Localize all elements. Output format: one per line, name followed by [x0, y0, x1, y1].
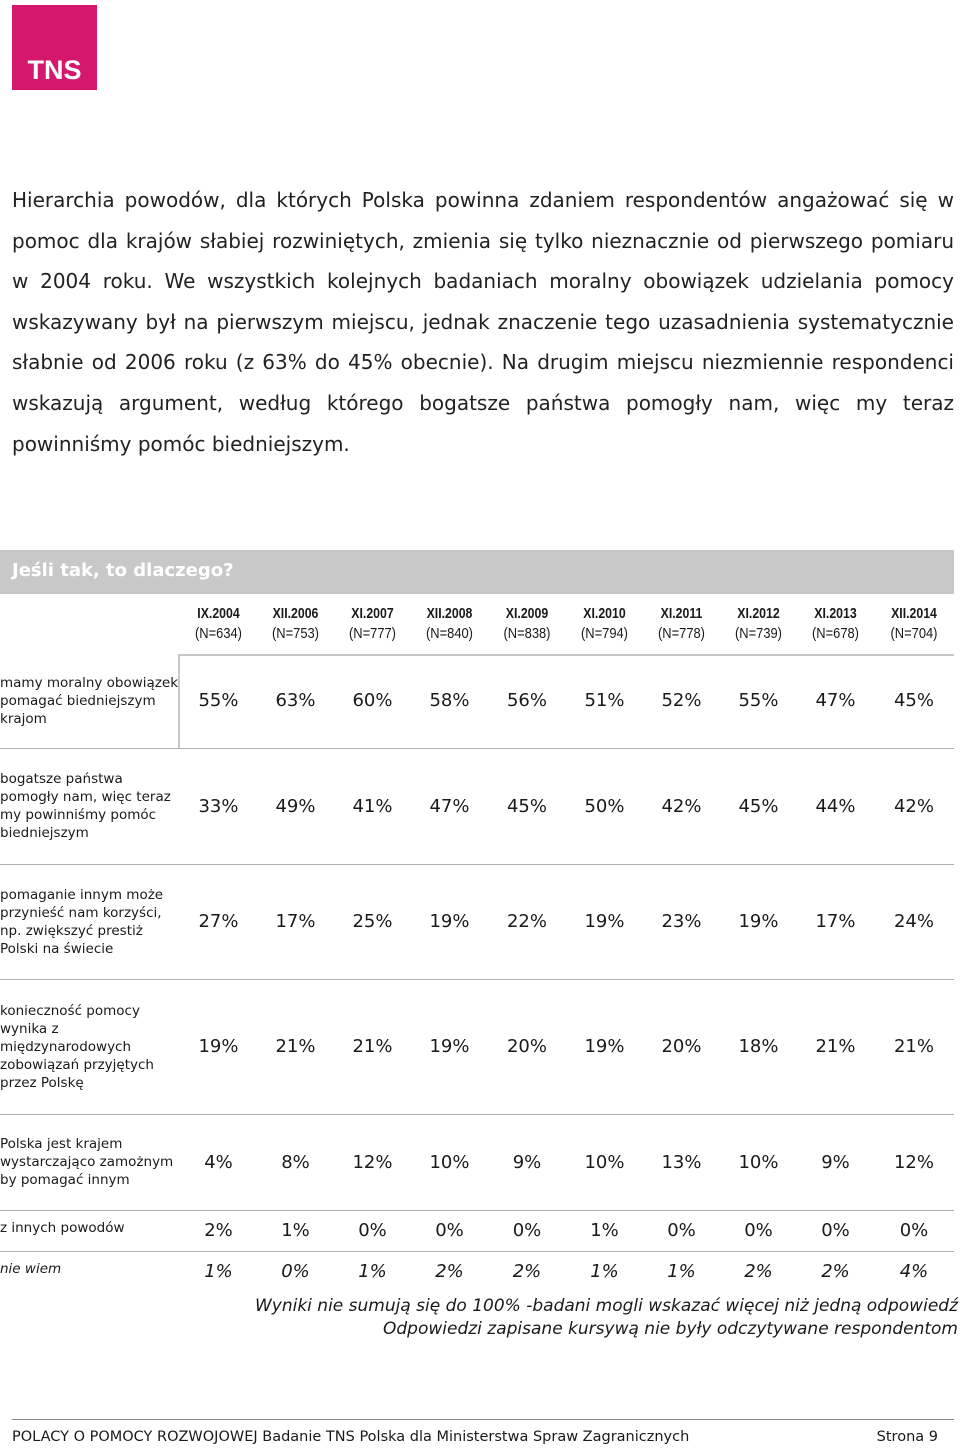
row-value: 0% — [257, 1251, 334, 1292]
page-number: Strona 9 — [876, 1429, 938, 1445]
row-value: 20% — [643, 979, 720, 1114]
row-value: 4% — [180, 1114, 257, 1210]
row-value: 1% — [566, 1251, 643, 1292]
column-date: XII.2006 — [272, 605, 319, 622]
column-header — [257, 594, 334, 654]
row-value: 13% — [643, 1114, 720, 1210]
row-value: 9% — [797, 1114, 874, 1210]
row-value: 20% — [488, 979, 566, 1114]
tns-logo — [12, 5, 97, 90]
row-value: 0% — [720, 1210, 797, 1251]
row-value: 19% — [566, 979, 643, 1114]
header-row — [0, 594, 954, 654]
column-header — [180, 594, 257, 654]
row-label: pomaganie innym może przynieść nam korzyści, np. zwiększyć prestiż Polski na świecie — [0, 864, 180, 979]
column-header — [566, 594, 643, 654]
column-sample-size: (N=777) — [349, 625, 396, 642]
row-value: 60% — [352, 690, 393, 712]
column-header — [643, 594, 720, 654]
row-value: 49% — [257, 748, 334, 864]
row-value: 51% — [584, 690, 625, 712]
footer-text: POLACY O POMOCY ROZWOJOWEJ Badanie TNS Polska dla Ministerstwa Spraw Zagranicznych — [12, 1429, 690, 1445]
row-label: z innych powodów — [0, 1210, 180, 1251]
row-value: 9% — [488, 1114, 566, 1210]
column-date: XI.2010 — [583, 605, 626, 622]
logo-text: TNS — [27, 55, 82, 85]
row-value: 0% — [411, 1210, 488, 1251]
column-sample-size: (N=778) — [658, 625, 705, 642]
row-value: 10% — [566, 1114, 643, 1210]
row-value: 25% — [334, 864, 411, 979]
row-value: 0% — [797, 1210, 874, 1251]
row-label: konieczność pomocy wynika z międzynarodowych zobowiązań przyjętych przez Polskę — [0, 979, 180, 1114]
note-sum: Wyniki nie sumują się do 100% -badani mogli wskazać więcej niż jedną odpowiedź — [254, 1296, 958, 1316]
table-row — [0, 1210, 954, 1251]
row-value: 0% — [643, 1210, 720, 1251]
table-row — [0, 654, 954, 748]
column-date: XI.2011 — [660, 605, 703, 622]
row-value: 1% — [257, 1210, 334, 1251]
row-label: bogatsze państwa pomogły nam, więc teraz my powinniśmy pomóc biedniejszym — [0, 748, 180, 864]
row-value: 19% — [411, 864, 488, 979]
column-date: XI.2013 — [814, 605, 857, 622]
row-value: 0% — [874, 1210, 954, 1251]
column-header — [874, 594, 954, 654]
row-value: 8% — [257, 1114, 334, 1210]
table-row — [0, 1114, 954, 1210]
row-value: 63% — [275, 690, 316, 712]
row-value: 2% — [797, 1251, 874, 1292]
row-value: 1% — [643, 1251, 720, 1292]
table-row — [0, 748, 954, 864]
row-value: 18% — [720, 979, 797, 1114]
row-value: 27% — [180, 864, 257, 979]
row-value: 42% — [874, 748, 954, 864]
column-sample-size: (N=739) — [735, 625, 782, 642]
table-row — [0, 979, 954, 1114]
column-header — [720, 594, 797, 654]
intro-paragraph: Hierarchia powodów, dla których Polska powinna zdaniem respondentów angażować się w pomoc dla krajów słabiej rozwiniętych, zmienia się tylko nieznacznie od pierwszego pomiaru w 2004 roku. We wszystkich kolejnych badaniach moralny obowiązek udzielania pomocy wskazywany był na pierwszym miejscu, jednak znaczenie tego uzasadnienia systematycznie słabnie od 2006 roku (z 63% do 45% obecnie). Na drugim miejscu niezmiennie respondenci wskazują argument, według którego bogatsze państwa pomogły nam, więc my teraz powinniśmy pomóc biedniejszym. — [12, 188, 954, 456]
row-value: 0% — [488, 1210, 566, 1251]
row-value: 21% — [334, 979, 411, 1114]
column-date: XI.2007 — [351, 605, 394, 622]
row-value: 55% — [738, 690, 779, 712]
column-date: XII.2008 — [426, 605, 473, 622]
row-value: 19% — [566, 864, 643, 979]
column-date: XI.2009 — [505, 605, 549, 622]
column-header — [334, 594, 411, 654]
row-value: 12% — [334, 1114, 411, 1210]
row-value: 22% — [488, 864, 566, 979]
row-value: 41% — [334, 748, 411, 864]
row-value: 45% — [488, 748, 566, 864]
row-value: 0% — [334, 1210, 411, 1251]
row-value: 19% — [720, 864, 797, 979]
question-text: Jeśli tak, to dlaczego? — [12, 560, 234, 581]
row-value: 56% — [506, 690, 547, 712]
row-value: 1% — [334, 1251, 411, 1292]
row-value: 21% — [257, 979, 334, 1114]
column-date: IX.2004 — [197, 605, 240, 622]
row-value: 2% — [180, 1210, 257, 1251]
column-sample-size: (N=753) — [272, 625, 319, 642]
row-value: 45% — [720, 748, 797, 864]
row-value: 47% — [411, 748, 488, 864]
row-value: 10% — [411, 1114, 488, 1210]
row-value: 2% — [488, 1251, 566, 1292]
row-value: 2% — [720, 1251, 797, 1292]
column-date: XII.2014 — [891, 605, 937, 622]
row-label: nie wiem — [0, 1251, 180, 1292]
row-value: 24% — [874, 864, 954, 979]
row-value: 17% — [797, 864, 874, 979]
row-value: 12% — [874, 1114, 954, 1210]
row-value: 42% — [643, 748, 720, 864]
column-sample-size: (N=678) — [812, 625, 859, 642]
question-bar — [0, 550, 954, 594]
column-header — [411, 594, 488, 654]
column-sample-size: (N=840) — [426, 625, 473, 642]
row-value: 47% — [815, 690, 856, 712]
row-value: 1% — [566, 1210, 643, 1251]
results-table — [0, 594, 954, 1292]
row-value: 52% — [661, 690, 702, 712]
row-label: mamy moralny obowiązek pomagać biedniejszym krajom — [0, 674, 179, 727]
column-sample-size: (N=634) — [195, 625, 242, 642]
row-value: 58% — [429, 690, 470, 712]
column-date: XI.2012 — [737, 605, 780, 622]
table-row — [0, 864, 954, 979]
row-value: 44% — [797, 748, 874, 864]
row-value: 23% — [643, 864, 720, 979]
row-value: 17% — [257, 864, 334, 979]
row-value: 1% — [180, 1251, 257, 1292]
table-row — [0, 1251, 954, 1292]
row-value: 4% — [874, 1251, 954, 1292]
column-sample-size: (N=838) — [503, 625, 551, 642]
column-sample-size: (N=704) — [890, 625, 938, 642]
row-value: 10% — [720, 1114, 797, 1210]
row-label: Polska jest krajem wystarczająco zamożnym by pomagać innym — [0, 1114, 180, 1210]
row-value: 21% — [797, 979, 874, 1114]
row-value: 19% — [411, 979, 488, 1114]
header-empty — [0, 594, 180, 654]
row-value: 21% — [874, 979, 954, 1114]
column-sample-size: (N=794) — [581, 625, 628, 642]
row-value: 2% — [411, 1251, 488, 1292]
row-value: 33% — [180, 748, 257, 864]
row-value: 45% — [893, 690, 934, 712]
note-italic: Odpowiedzi zapisane kursywą nie były odczytywane respondentom — [383, 1319, 958, 1339]
column-header — [797, 594, 874, 654]
row-value: 19% — [180, 979, 257, 1114]
footer-divider — [12, 1419, 954, 1420]
column-header — [488, 594, 566, 654]
row-value: 55% — [198, 690, 239, 712]
row-value: 50% — [566, 748, 643, 864]
